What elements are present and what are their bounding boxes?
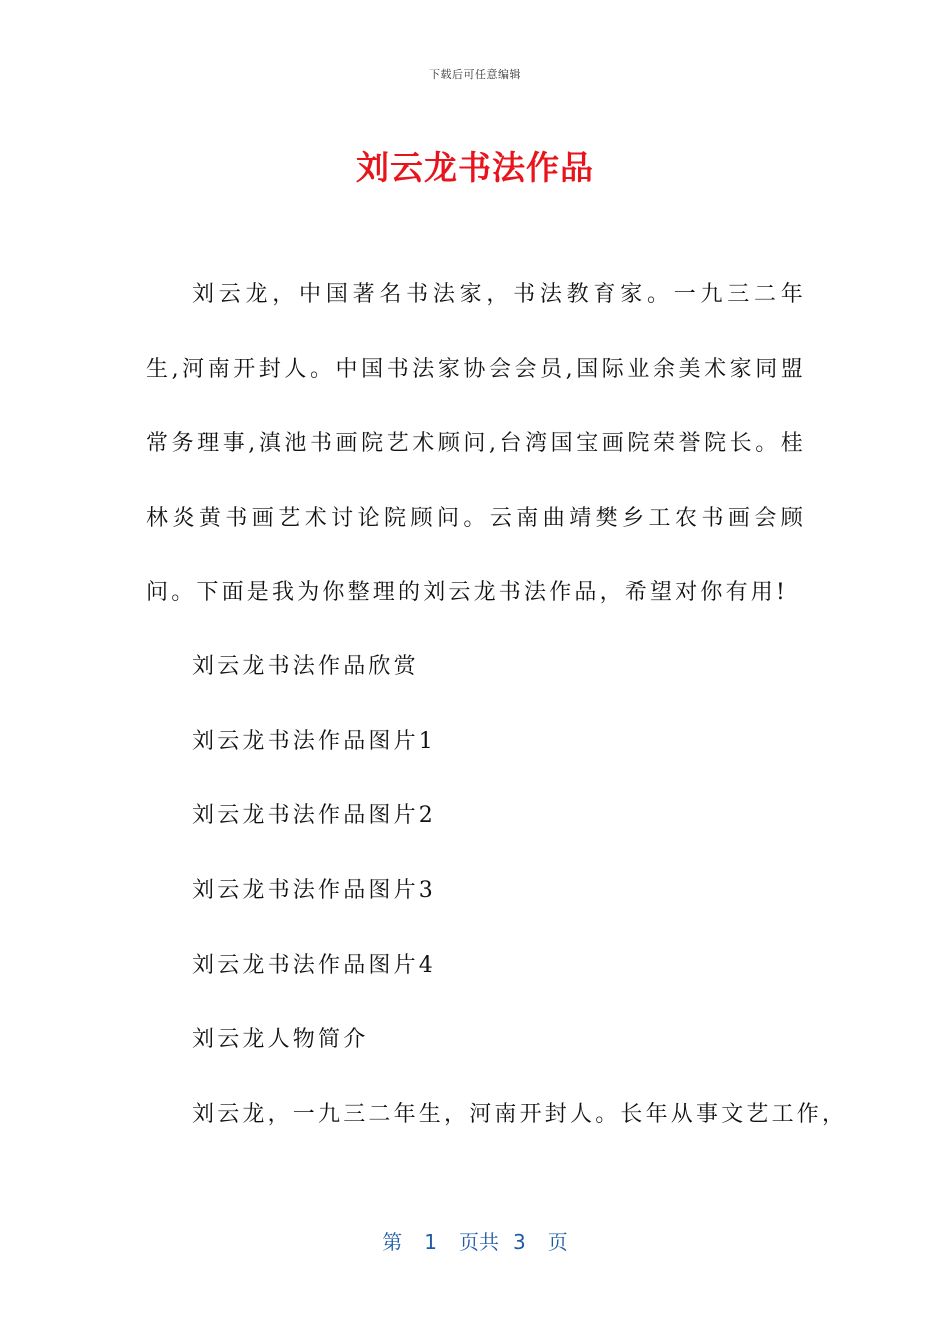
footer-suffix: 页 [547, 1230, 568, 1254]
footer-total-pages: 3 [513, 1230, 526, 1254]
footer-current-page: 1 [424, 1230, 437, 1254]
paragraph-bio-text: 刘云龙，一九三二年生，河南开封人。长年从事文艺工作， [192, 1102, 848, 1127]
paragraph-bio-heading: 刘云龙人物简介 [192, 1027, 369, 1052]
footer-middle: 页共 [459, 1230, 499, 1254]
paragraph-image-4: 刘云龙书法作品图片4 [192, 953, 436, 978]
paragraph-image-1: 刘云龙书法作品图片1 [192, 729, 436, 754]
paragraph-appreciation: 刘云龙书法作品欣赏 [192, 654, 419, 679]
document-title: 刘云龙书法作品 [356, 148, 594, 187]
paragraph-image-3: 刘云龙书法作品图片3 [192, 878, 436, 903]
page-header-note: 下载后可任意编辑 [429, 68, 521, 81]
intro-paragraph: 刘云龙，中国著名书法家，书法教育家。一九三二年生,河南开封人。中国书法家协会会员,国际业余美术家同盟常务理事,滇池书画院艺术顾问,台湾国宝画院荣誉院长。桂林炎黄书画艺术讨论院顾问。云南曲靖樊乡工农书画会顾问。下面是我为你整理的刘云龙书法作品，希望对你有用! [146, 282, 806, 605]
paragraph-image-2: 刘云龙书法作品图片2 [192, 803, 436, 828]
page-footer [0, 1226, 950, 1255]
footer-prefix: 第 [382, 1230, 403, 1254]
